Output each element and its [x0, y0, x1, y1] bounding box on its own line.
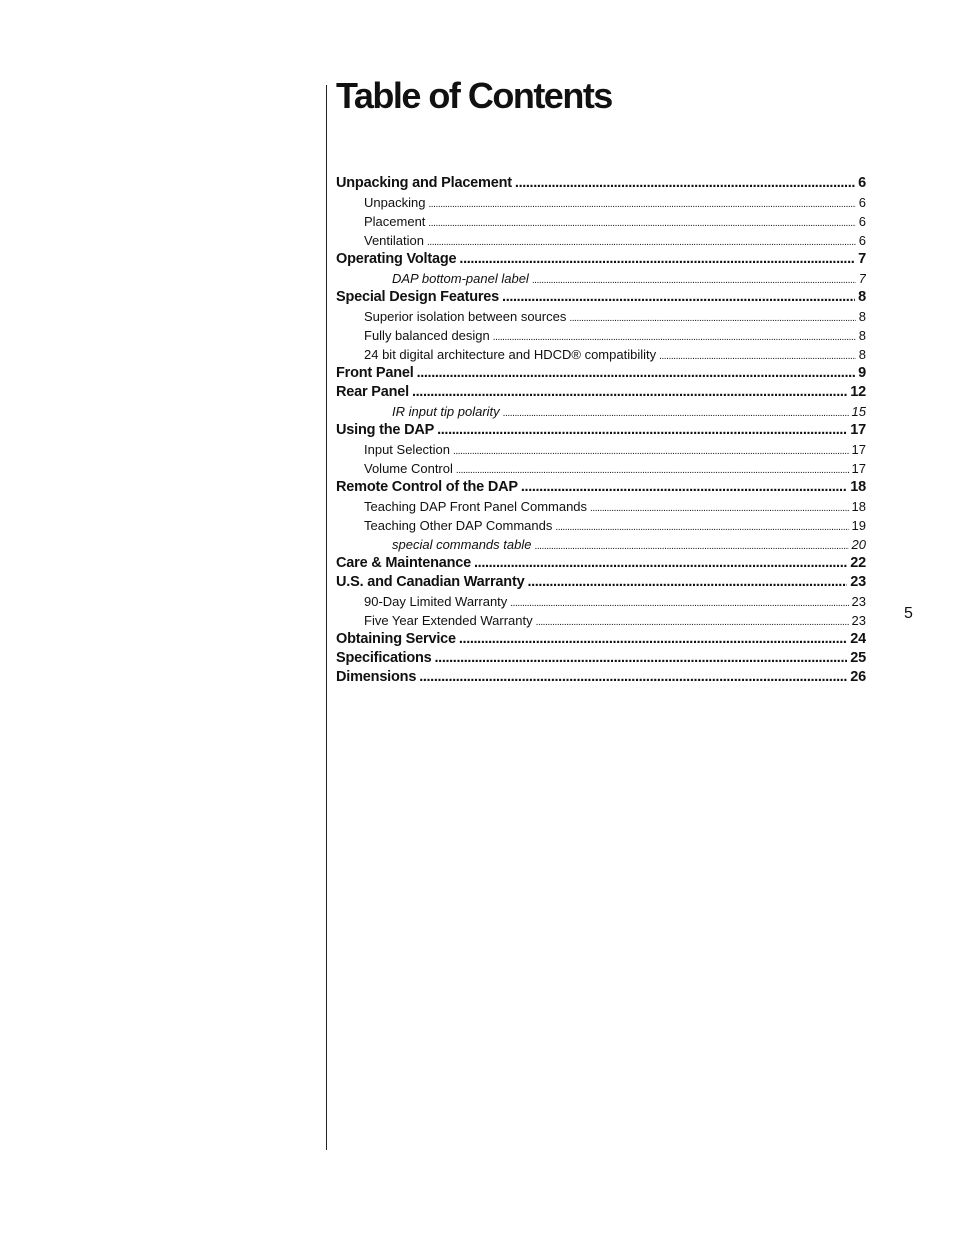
toc-dot-leader [569, 307, 855, 326]
toc-entry[interactable] [336, 421, 866, 440]
toc-entry-page: 12 [850, 384, 866, 400]
toc-entry-page: 6 [858, 175, 866, 191]
toc-entry-page: 6 [858, 214, 866, 229]
toc-entry[interactable] [336, 573, 866, 592]
toc-entry-page: 17 [851, 461, 866, 476]
toc-entry-label: Superior isolation between sources [364, 309, 567, 324]
toc-dot-leader [459, 250, 855, 269]
toc-dot-leader [659, 345, 856, 364]
toc-entry[interactable] [336, 630, 866, 649]
toc-entry[interactable] [336, 345, 866, 364]
toc-dot-leader [459, 630, 847, 649]
toc-entry-label: DAP bottom-panel label [392, 271, 529, 286]
toc-dot-leader [527, 573, 847, 592]
toc-dot-leader [428, 193, 855, 212]
toc-entry-page: 23 [851, 613, 866, 628]
toc-entry[interactable] [336, 535, 866, 554]
toc-dot-leader [532, 269, 856, 288]
toc-entry-label: 24 bit digital architecture and HDCD® compatibility [364, 347, 657, 362]
toc-entry-label: Obtaining Service [336, 631, 456, 647]
toc-dot-leader [493, 326, 856, 345]
page-title: Table of Contents [336, 75, 612, 116]
toc-dot-leader [474, 554, 847, 573]
toc-entry-label: Unpacking [364, 195, 426, 210]
toc-entry-page: 8 [858, 347, 866, 362]
toc-dot-leader [437, 421, 847, 440]
toc-entry[interactable] [336, 592, 866, 611]
toc-entry[interactable] [336, 440, 866, 459]
toc-dot-leader [503, 402, 849, 421]
toc-entry-label: Operating Voltage [336, 251, 457, 267]
table-of-contents [336, 174, 866, 687]
toc-entry-label: Volume Control [364, 461, 453, 476]
toc-entry-page: 19 [851, 518, 866, 533]
toc-entry-page: 23 [851, 594, 866, 609]
toc-entry-label: Ventilation [364, 233, 424, 248]
toc-entry-page: 6 [858, 233, 866, 248]
toc-entry[interactable] [336, 269, 866, 288]
toc-entry[interactable] [336, 326, 866, 345]
toc-dot-leader [534, 535, 848, 554]
toc-entry-page: 17 [850, 422, 866, 438]
toc-entry-page: 9 [858, 365, 866, 381]
toc-entry-page: 26 [850, 669, 866, 685]
toc-entry-page: 8 [858, 309, 866, 324]
toc-dot-leader [590, 497, 848, 516]
toc-dot-leader [502, 288, 855, 307]
toc-dot-leader [453, 440, 849, 459]
toc-entry-label: special commands table [392, 537, 532, 552]
toc-entry[interactable] [336, 611, 866, 630]
toc-dot-leader [536, 611, 849, 630]
toc-entry-page: 8 [858, 328, 866, 343]
toc-entry-label: Specifications [336, 650, 432, 666]
toc-entry[interactable] [336, 288, 866, 307]
page-number: 5 [904, 605, 913, 622]
toc-entry[interactable] [336, 174, 866, 193]
toc-dot-leader [435, 649, 848, 668]
toc-dot-leader [510, 592, 848, 611]
toc-entry[interactable] [336, 668, 866, 687]
toc-entry-label: IR input tip polarity [392, 404, 500, 419]
toc-entry-page: 7 [858, 251, 866, 267]
toc-dot-leader [419, 668, 847, 687]
toc-entry[interactable] [336, 383, 866, 402]
toc-entry[interactable] [336, 212, 866, 231]
toc-dot-leader [521, 478, 847, 497]
toc-entry-label: Rear Panel [336, 384, 409, 400]
toc-entry-page: 24 [850, 631, 866, 647]
toc-entry-page: 18 [851, 499, 866, 514]
toc-dot-leader [427, 231, 856, 250]
toc-entry-label: Fully balanced design [364, 328, 490, 343]
toc-entry-page: 7 [858, 271, 866, 286]
toc-entry-label: Teaching Other DAP Commands [364, 518, 553, 533]
toc-entry-label: Remote Control of the DAP [336, 479, 518, 495]
margin-rule [326, 85, 327, 1150]
toc-entry[interactable] [336, 250, 866, 269]
toc-entry[interactable] [336, 516, 866, 535]
toc-entry[interactable] [336, 402, 866, 421]
toc-dot-leader [555, 516, 848, 535]
toc-entry-label: Using the DAP [336, 422, 435, 438]
toc-entry[interactable] [336, 231, 866, 250]
toc-entry-label: U.S. and Canadian Warranty [336, 574, 525, 590]
toc-entry-page: 22 [850, 555, 866, 571]
toc-entry-label: Five Year Extended Warranty [364, 613, 533, 628]
toc-entry-label: Unpacking and Placement [336, 175, 512, 191]
toc-entry-label: Special Design Features [336, 289, 500, 305]
toc-dot-leader [428, 212, 855, 231]
toc-entry-label: Input Selection [364, 442, 451, 457]
toc-entry-page: 15 [851, 404, 866, 419]
toc-entry-page: 8 [858, 289, 866, 305]
toc-entry[interactable] [336, 554, 866, 573]
toc-entry-label: Front Panel [336, 365, 414, 381]
toc-entry[interactable] [336, 364, 866, 383]
toc-dot-leader [412, 383, 847, 402]
toc-entry-page: 18 [850, 479, 866, 495]
toc-entry[interactable] [336, 459, 866, 478]
toc-entry-label: Care & Maintenance [336, 555, 471, 571]
toc-entry-label: Placement [364, 214, 426, 229]
toc-entry[interactable] [336, 307, 866, 326]
toc-entry[interactable] [336, 649, 866, 668]
toc-entry-label: Dimensions [336, 669, 417, 685]
toc-entry-page: 20 [851, 537, 866, 552]
toc-dot-leader [456, 459, 849, 478]
toc-entry-page: 25 [850, 650, 866, 666]
toc-entry-page: 23 [850, 574, 866, 590]
toc-entry-page: 6 [858, 195, 866, 210]
toc-entry-page: 17 [851, 442, 866, 457]
toc-entry[interactable] [336, 193, 866, 212]
toc-entry-label: Teaching DAP Front Panel Commands [364, 499, 588, 514]
toc-entry[interactable] [336, 478, 866, 497]
toc-dot-leader [417, 364, 856, 383]
toc-dot-leader [515, 174, 855, 193]
toc-entry-label: 90-Day Limited Warranty [364, 594, 508, 609]
toc-entry[interactable] [336, 497, 866, 516]
